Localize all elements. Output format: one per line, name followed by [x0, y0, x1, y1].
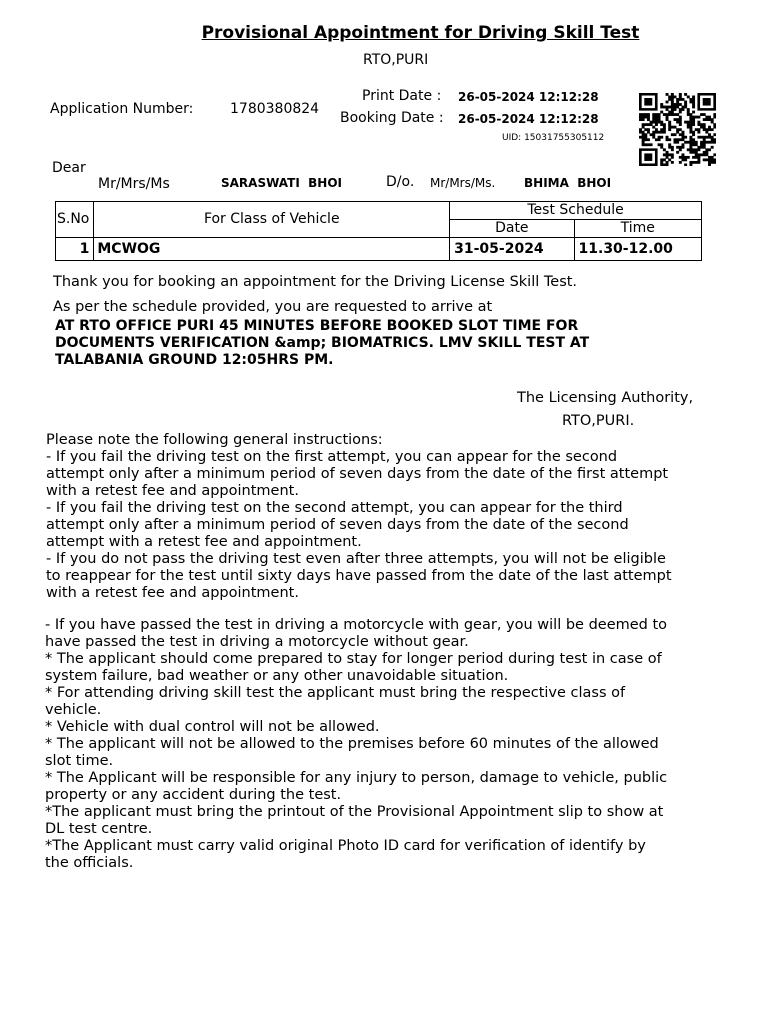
header-sno: S.No [56, 202, 94, 238]
print-date: 26-05-2024 12:12:28 [458, 90, 599, 104]
booking-date-label: Booking Date : [340, 110, 444, 126]
signature-office: RTO,PURI. [562, 413, 635, 429]
arrival-line-1: AT RTO OFFICE PURI 45 MINUTES BEFORE BOOKED SLOT TIME FOR [55, 318, 579, 334]
application-number: 1780380824 [230, 101, 320, 117]
salutation-prefix: Mr/Mrs/Ms [98, 176, 170, 192]
applicant-name: SARASWATI BHOI [221, 176, 343, 190]
parent-name: BHIMA BHOI [524, 176, 612, 190]
cell-class: MCWOG [94, 238, 450, 261]
relation-label: D/o. [386, 174, 415, 190]
page-title: Provisional Appointment for Driving Skill Test [201, 23, 640, 43]
signature-authority: The Licensing Authority, [517, 390, 694, 406]
general-instructions: Please note the following general instructions: - If you fail the driving test on the first attempt, you can appear for the second attempt only after a minimum period of seven days from the date of the first attempt with a retest fee and appointment. - If you fail the driving test on the second attempt, you can appear for the third attempt only after a minimum period of seven days from the date of the second attempt with a retest fee and appointment. - If you do not pass the driving test even after three attempts, you will not be eligible to reappear for the test until sixty days have passed from the date of the last attempt with a retest fee and appointment. [46, 432, 672, 601]
arrive-intro: As per the schedule provided, you are requested to arrive at [53, 299, 493, 315]
arrival-instructions [55, 318, 589, 369]
header-time: Time [574, 220, 701, 238]
cell-sno: 1 [56, 238, 94, 261]
application-number-label: Application Number: [50, 101, 194, 117]
print-date-label: Print Date : [362, 88, 442, 104]
office-name: RTO,PURI [363, 52, 429, 68]
header-test-schedule: Test Schedule [450, 202, 702, 220]
relation-prefix: Mr/Mrs/Ms. [430, 176, 496, 190]
cell-date: 31-05-2024 [450, 238, 574, 261]
schedule-table [55, 201, 702, 261]
table-row [56, 238, 702, 261]
salutation-dear: Dear [52, 160, 86, 176]
table-header-row [56, 202, 702, 220]
arrival-line-2: DOCUMENTS VERIFICATION &amp; BIOMATRICS. LMV SKILL TEST AT [55, 335, 590, 351]
qr-code-icon [639, 93, 716, 166]
arrival-line-3: TALABANIA GROUND 12:05HRS PM. [55, 352, 334, 368]
uid-text: UID: 15031755305112 [502, 133, 605, 143]
header-date: Date [450, 220, 574, 238]
thanks-text: Thank you for booking an appointment for the Driving License Skill Test. [53, 274, 578, 290]
booking-date: 26-05-2024 12:12:28 [458, 112, 599, 126]
header-class: For Class of Vehicle [94, 202, 450, 238]
cell-time: 11.30-12.00 [574, 238, 701, 261]
additional-instructions: - If you have passed the test in driving a motorcycle with gear, you will be deemed to have passed the test in driving a motorcycle without gear. * The applicant should come prepared to stay for longer period during test in case of system failure, bad weather or any other unavoidable situation. * For attending driving skill test the applicant must bring the respective class of vehicle. * Vehicle with dual control will not be allowed. * The applicant will not be allowed to the premises before 60 minutes of the allowed slot time. * The Applicant will be responsible for any injury to person, damage to vehicle, public property or any accident during the test. *The applicant must bring the printout of the Provisional Appointment slip to show at DL test centre. *The Applicant must carry valid original Photo ID card for verification of identify by the officials. [45, 617, 668, 871]
